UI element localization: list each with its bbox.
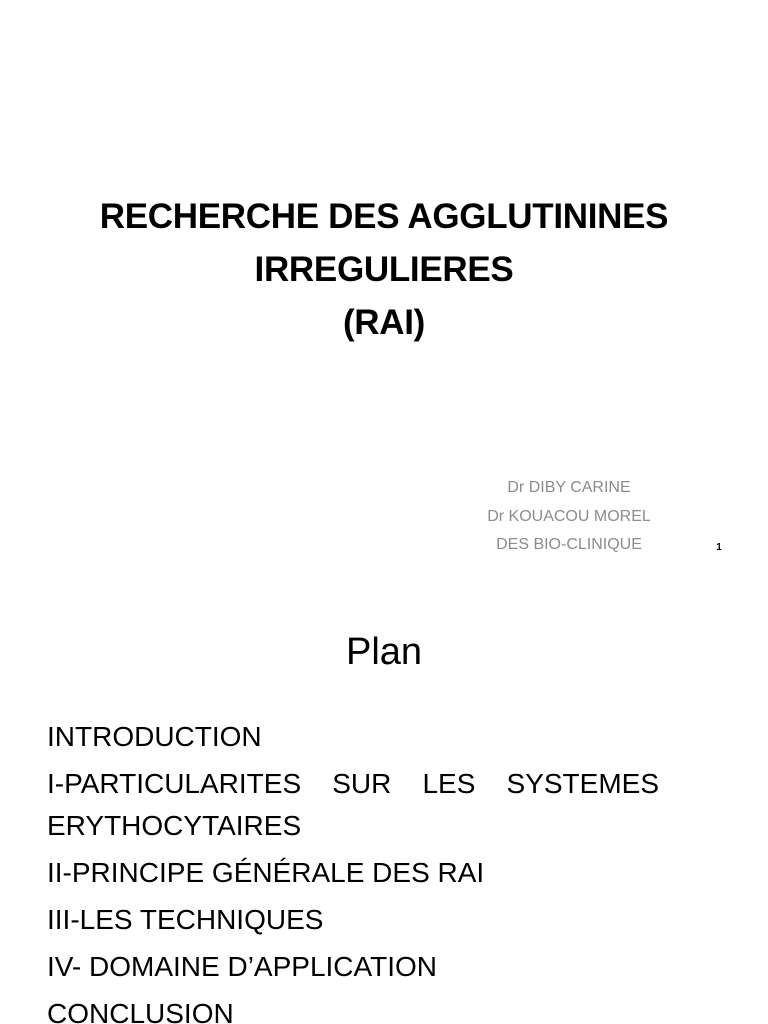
title-line: IRREGULIERES (254, 250, 514, 289)
author-name: Dr DIBY CARINE (507, 479, 631, 496)
title-line: (RAI) (342, 303, 426, 342)
plan-slide (0, 580, 768, 1024)
plan-heading: Plan (345, 631, 423, 673)
plan-item: II-PRINCIPE GÉNÉRALE DES RAI (47, 857, 485, 888)
plan-item (47, 763, 659, 847)
plan-item: INTRODUCTION (47, 721, 262, 752)
plan-list (47, 716, 659, 1024)
plan-item: IV- DOMAINE D’APPLICATION (47, 951, 437, 982)
author-block (470, 474, 668, 560)
title-line: RECHERCHE DES AGGLUTININES (99, 197, 669, 236)
plan-item: CONCLUSION (47, 998, 234, 1024)
slide-title (0, 190, 768, 349)
author-name: Dr KOUACOU MOREL (487, 507, 651, 525)
plan-item-line: ERYTHOCYTAIRES (47, 810, 302, 841)
plan-item-line: I-PARTICULARITES SUR LES SYSTEMES (47, 768, 659, 799)
plan-item: III-LES TECHNIQUES (47, 904, 324, 935)
author-affiliation: DES BIO-CLINIQUE (496, 536, 642, 553)
slide-number: 1 (716, 542, 722, 553)
